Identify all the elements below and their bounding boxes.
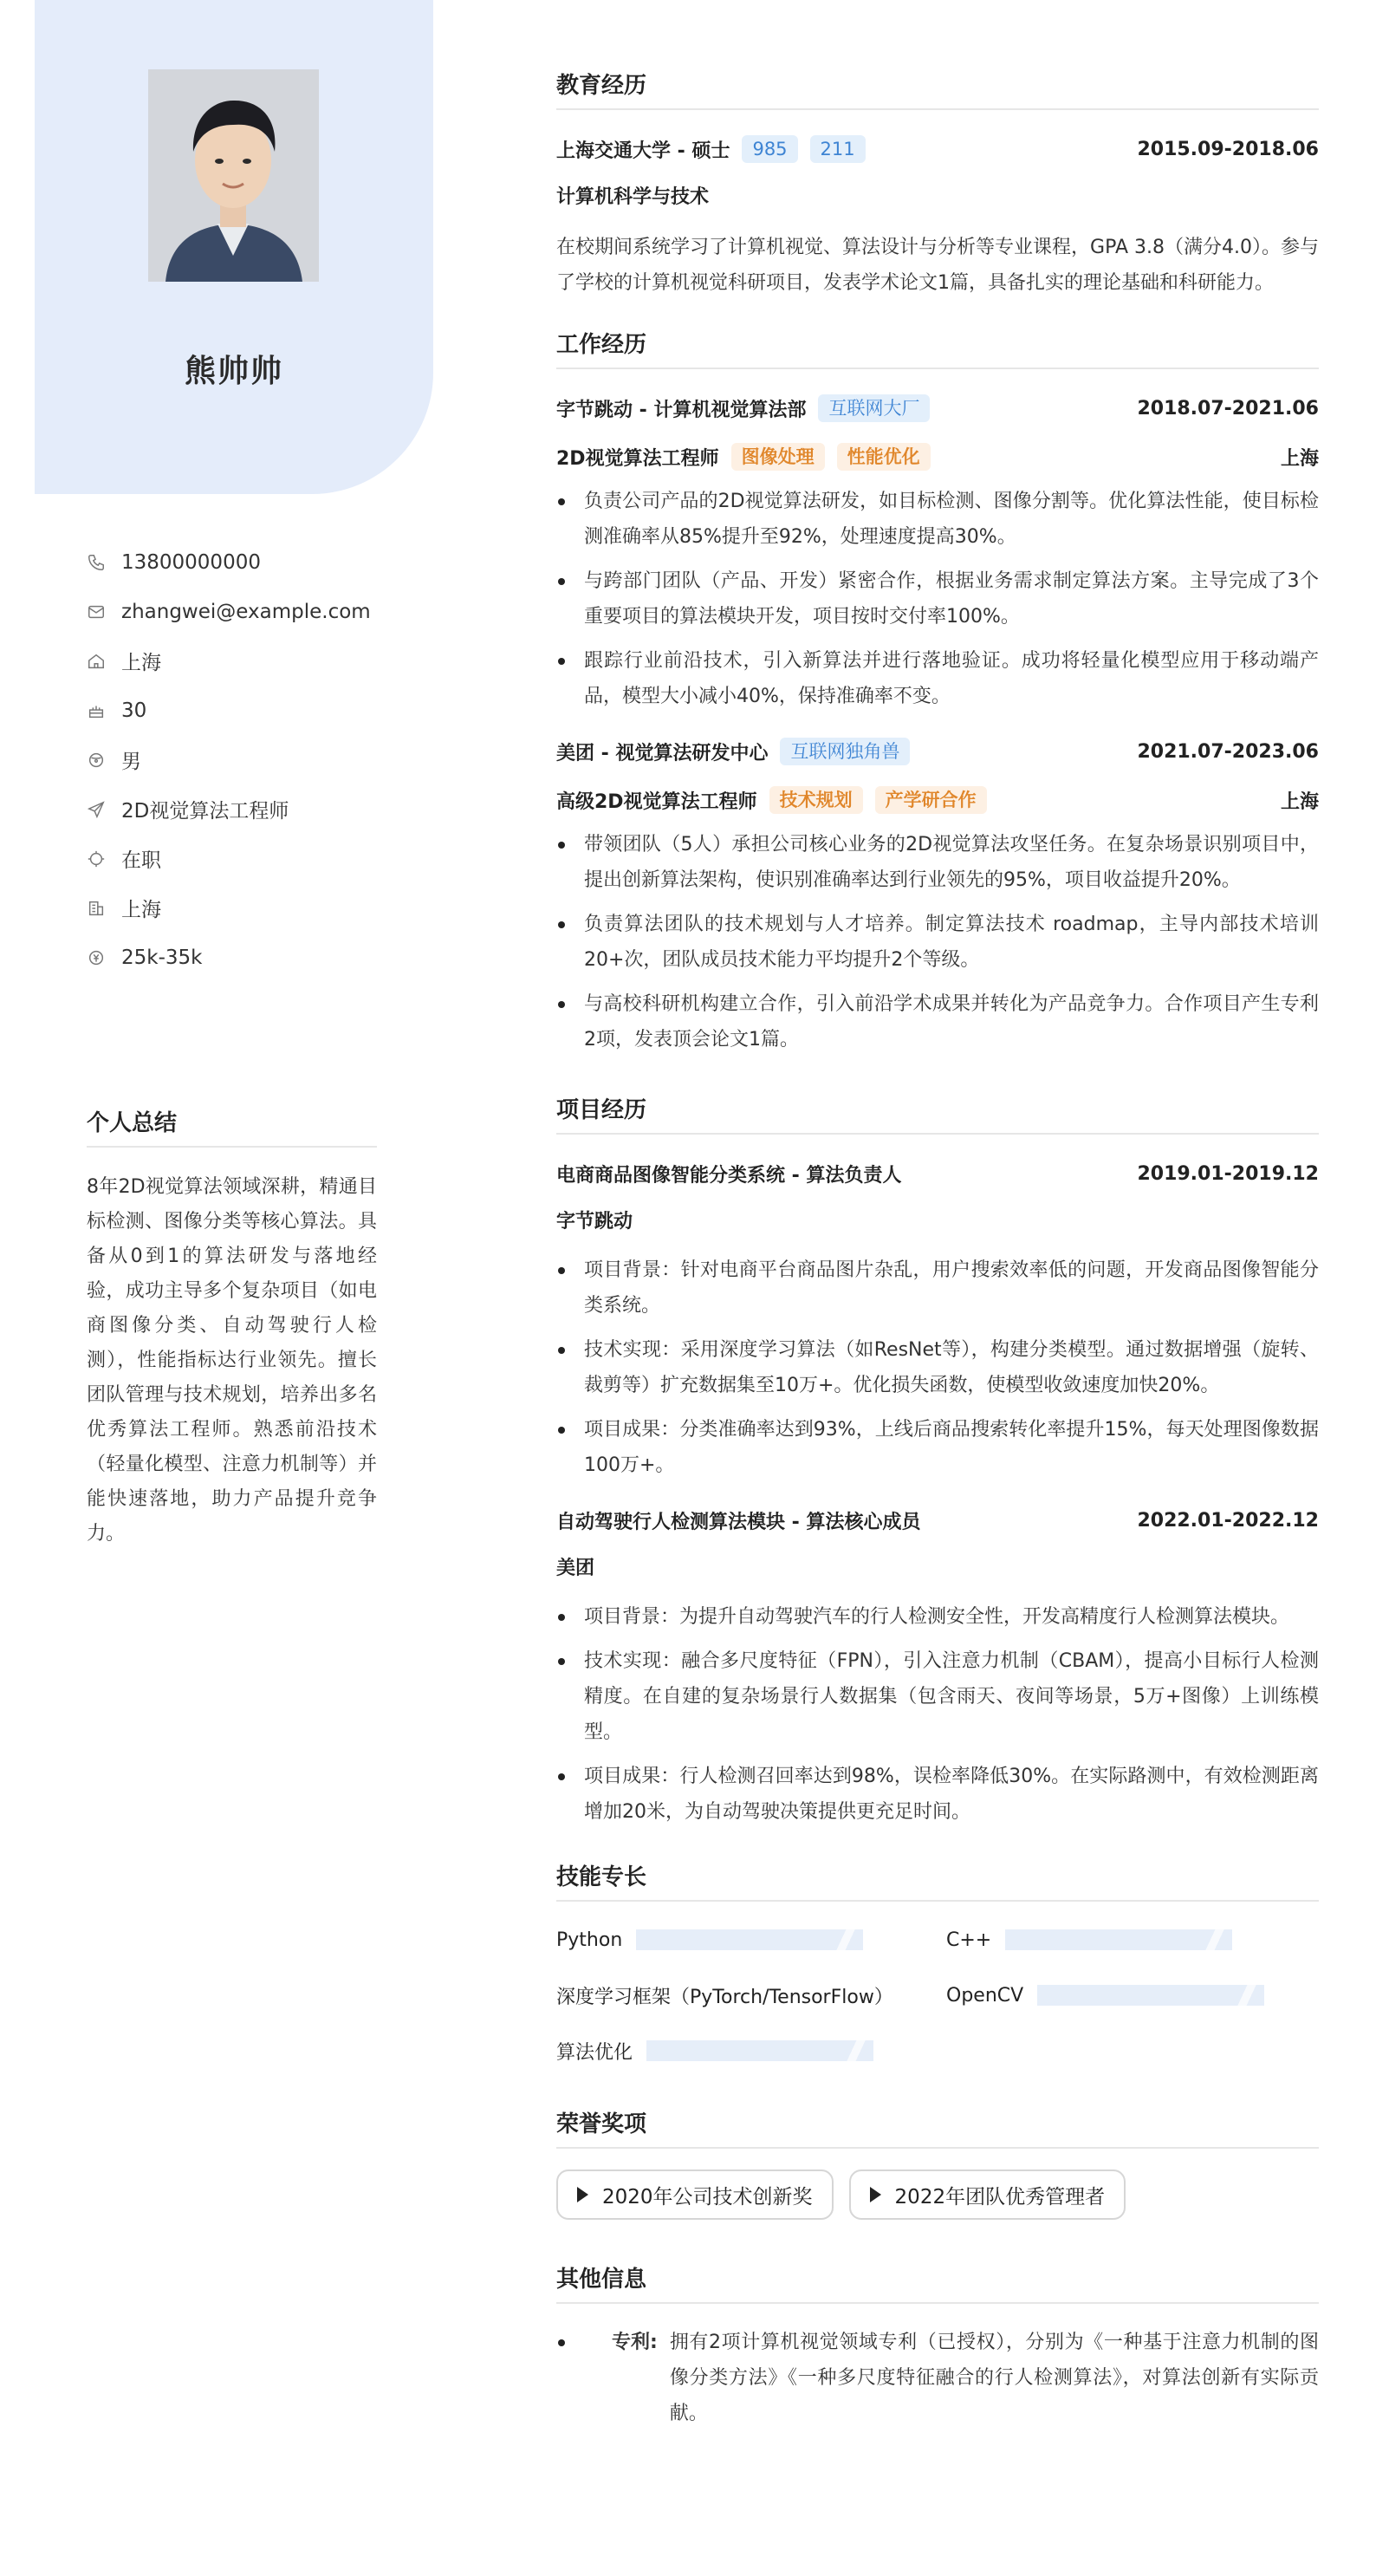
job-date: 2018.07-2021.06 xyxy=(1137,397,1319,420)
send-icon xyxy=(87,800,106,819)
project-entry xyxy=(556,1502,1319,1830)
skill-bar xyxy=(636,1929,863,1950)
company-tag: 互联网独角兽 xyxy=(780,738,910,765)
list-item: 与高校科研机构建立合作，引入前沿学术成果并转化为产品竞争力。合作项目产生专利2项，发表顶会论文1篇。 xyxy=(556,986,1319,1057)
education-title: 教育经历 xyxy=(556,68,1319,110)
work-entry xyxy=(556,733,1319,1057)
contact-email-text: zhangwei@example.com xyxy=(121,600,371,623)
education-desc: 在校期间系统学习了计算机视觉、算法设计与分析等专业课程，GPA 3.8（满分4.0）。参与了学校的计算机视觉科研项目，发表学术论文1篇，具备扎实的理论基础和科研能力。 xyxy=(556,237,1319,294)
project-name: 电商商品图像智能分类系统 - 算法负责人 xyxy=(556,1164,902,1187)
skill-item xyxy=(556,1978,946,2013)
role-tag: 性能优化 xyxy=(837,443,931,471)
award-label: 2022年团队优秀管理者 xyxy=(894,2185,1106,2208)
awards-title: 荣誉奖项 xyxy=(556,2106,1319,2149)
project-entry xyxy=(556,1155,1319,1483)
avatar-photo xyxy=(148,69,319,282)
skills-grid xyxy=(556,1922,1319,2068)
contact-age xyxy=(87,686,399,735)
award-label: 2020年公司技术创新奖 xyxy=(602,2185,813,2208)
play-icon xyxy=(870,2187,881,2202)
main-content xyxy=(556,68,1319,2440)
role-tag: 技术规划 xyxy=(769,786,863,814)
contact-salary xyxy=(87,933,399,982)
contact-phone-text: 13800000000 xyxy=(121,550,261,574)
contact-salary-text: 25k-35k xyxy=(121,946,203,969)
list-item: 技术实现：采用深度学习算法（如ResNet等），构建分类模型。通过数据增强（旋转、裁剪等）扩充数据集至10万+。优化损失函数，使模型收敛速度加快20%。 xyxy=(556,1332,1319,1403)
list-item: 项目背景：为提升自动驾驶汽车的行人检测安全性，开发高精度行人检测算法模块。 xyxy=(556,1599,1319,1635)
home-icon xyxy=(87,652,106,671)
other-key: 专利: xyxy=(612,2332,658,2353)
skill-label: 算法优化 xyxy=(556,2041,633,2064)
summary-text: 8年2D视觉算法领域深耕，精通目标检测、图像分类等核心算法。具备从0到1的算法研发与落地经验，成功主导多个复杂项目（如电商图像分类、自动驾驶行人检测），性能指标达行业领先。擅长团队管理与技术规划，培养出多名优秀算法工程师。熟悉前沿技术（轻量化模型、注意力机制等）并能快速落地，助力产品提升竞争力。 xyxy=(87,1176,377,1545)
contact-list xyxy=(87,537,399,982)
education-entry xyxy=(556,131,1319,301)
other-value: 拥有2项计算机视觉领域专利（已授权），分别为《一种基于注意力机制的图像分类方法》《一种多尺度特征融合的行人检测算法》，对算法创新有实际贡献。 xyxy=(669,2332,1319,2424)
job-city: 上海 xyxy=(1280,447,1319,470)
project-org: 字节跳动 xyxy=(556,1211,633,1233)
contact-work-city xyxy=(87,883,399,933)
work-title: 工作经历 xyxy=(556,327,1319,369)
mail-icon xyxy=(87,602,106,621)
skill-bar xyxy=(1005,1929,1232,1950)
contact-gender-text: 男 xyxy=(121,751,141,773)
other-title: 其他信息 xyxy=(556,2261,1319,2304)
list-item: 技术实现：融合多尺度特征（FPN），引入注意力机制（CBAM），提高小目标行人检测精度。在自建的复杂场景行人数据集（包含雨天、夜间等场景，5万+图像）上训练模型。 xyxy=(556,1643,1319,1750)
contact-age-text: 30 xyxy=(121,699,147,722)
award-item xyxy=(849,2169,1126,2220)
list-item: 跟踪行业前沿技术，引入新算法并进行落地验证。成功将轻量化模型应用于移动端产品，模型大小减小40%，保持准确率不变。 xyxy=(556,643,1319,714)
school-name: 上海交通大学 - 硕士 xyxy=(556,140,730,162)
building-icon xyxy=(87,899,106,918)
list-item: 带领团队（5人）承担公司核心业务的2D视觉算法攻坚任务。在复杂场景识别项目中，提出创新算法架构，使识别准确率达到行业领先的95%，项目收益提升20%。 xyxy=(556,827,1319,898)
list-item: 项目成果：行人检测召回率达到98%，误检率降低30%。在实际路测中，有效检测距离增加20米，为自动驾驶决策提供更充足时间。 xyxy=(556,1759,1319,1830)
list-item: 负责算法团队的技术规划与人才培养。制定算法技术 roadmap，主导内部技术培训20+次，团队成员技术能力平均提升2个等级。 xyxy=(556,907,1319,978)
profile-header xyxy=(35,0,433,494)
salary-icon xyxy=(87,948,106,967)
summary-title: 个人总结 xyxy=(87,1105,377,1148)
skill-label: C++ xyxy=(946,1929,992,1951)
projects-title: 项目经历 xyxy=(556,1092,1319,1135)
job-date: 2021.07-2023.06 xyxy=(1137,740,1319,763)
skill-item xyxy=(556,1922,946,1957)
age-icon xyxy=(87,701,106,720)
contact-position xyxy=(87,784,399,834)
other-list xyxy=(556,2325,1319,2431)
avatar xyxy=(148,69,319,282)
contact-email xyxy=(87,587,399,636)
list-item xyxy=(556,2325,1319,2431)
company-name: 美团 - 视觉算法研发中心 xyxy=(556,742,769,764)
contact-status-text: 在职 xyxy=(121,849,161,872)
skills-title: 技能专长 xyxy=(556,1859,1319,1902)
company-tag: 互联网大厂 xyxy=(818,394,930,422)
phone-icon xyxy=(87,553,106,572)
contact-gender xyxy=(87,735,399,784)
list-item: 与跨部门团队（产品、开发）紧密合作，根据业务需求制定算法方案。主导完成了3个重要项目的算法模块开发，项目按时交付率100%。 xyxy=(556,563,1319,634)
skill-item xyxy=(556,2033,946,2068)
skill-bar xyxy=(1037,1985,1264,2006)
list-item: 负责公司产品的2D视觉算法研发，如目标检测、图像分割等。优化算法性能，使目标检测准确率从85%提升至92%，处理速度提高30%。 xyxy=(556,484,1319,555)
contact-position-text: 2D视觉算法工程师 xyxy=(121,800,289,823)
skill-item xyxy=(946,1922,1319,1957)
contact-location-text: 上海 xyxy=(121,652,161,674)
project-name: 自动驾驶行人检测算法模块 - 算法核心成员 xyxy=(556,1511,921,1533)
contact-work-city-text: 上海 xyxy=(121,899,161,921)
skill-label: 深度学习框架（PyTorch/TensorFlow） xyxy=(556,1986,893,2008)
job-role: 2D视觉算法工程师 xyxy=(556,447,719,470)
skill-label: Python xyxy=(556,1929,623,1951)
award-item xyxy=(556,2169,834,2220)
project-org: 美团 xyxy=(556,1558,595,1579)
project-date: 2022.01-2022.12 xyxy=(1137,1509,1319,1532)
candidate-name: 熊帅帅 xyxy=(184,354,283,389)
contact-phone xyxy=(87,537,399,587)
work-entry xyxy=(556,390,1319,714)
role-tag: 产学研合作 xyxy=(875,786,987,814)
play-icon xyxy=(577,2187,588,2202)
awards-list xyxy=(556,2169,1319,2220)
education-date: 2015.09-2018.06 xyxy=(1137,138,1319,160)
education-major: 计算机科学与技术 xyxy=(556,186,710,208)
school-tag: 985 xyxy=(742,135,797,163)
role-tag: 图像处理 xyxy=(731,443,825,471)
skill-label: OpenCV xyxy=(946,1984,1024,2007)
project-date: 2019.01-2019.12 xyxy=(1137,1162,1319,1185)
skill-bar xyxy=(646,2040,873,2061)
skill-item xyxy=(946,1978,1319,2013)
company-name: 字节跳动 - 计算机视觉算法部 xyxy=(556,399,807,421)
status-icon xyxy=(87,849,106,868)
school-tag: 211 xyxy=(810,135,866,163)
gender-icon xyxy=(87,751,106,770)
list-item: 项目成果：分类准确率达到93%，上线后商品搜索转化率提升15%，每天处理图像数据100万+。 xyxy=(556,1412,1319,1483)
job-city: 上海 xyxy=(1280,790,1319,813)
contact-status xyxy=(87,834,399,883)
contact-location xyxy=(87,636,399,686)
job-role: 高级2D视觉算法工程师 xyxy=(556,790,757,813)
list-item: 项目背景：针对电商平台商品图片杂乱，用户搜索效率低的问题，开发商品图像智能分类系统。 xyxy=(556,1252,1319,1324)
